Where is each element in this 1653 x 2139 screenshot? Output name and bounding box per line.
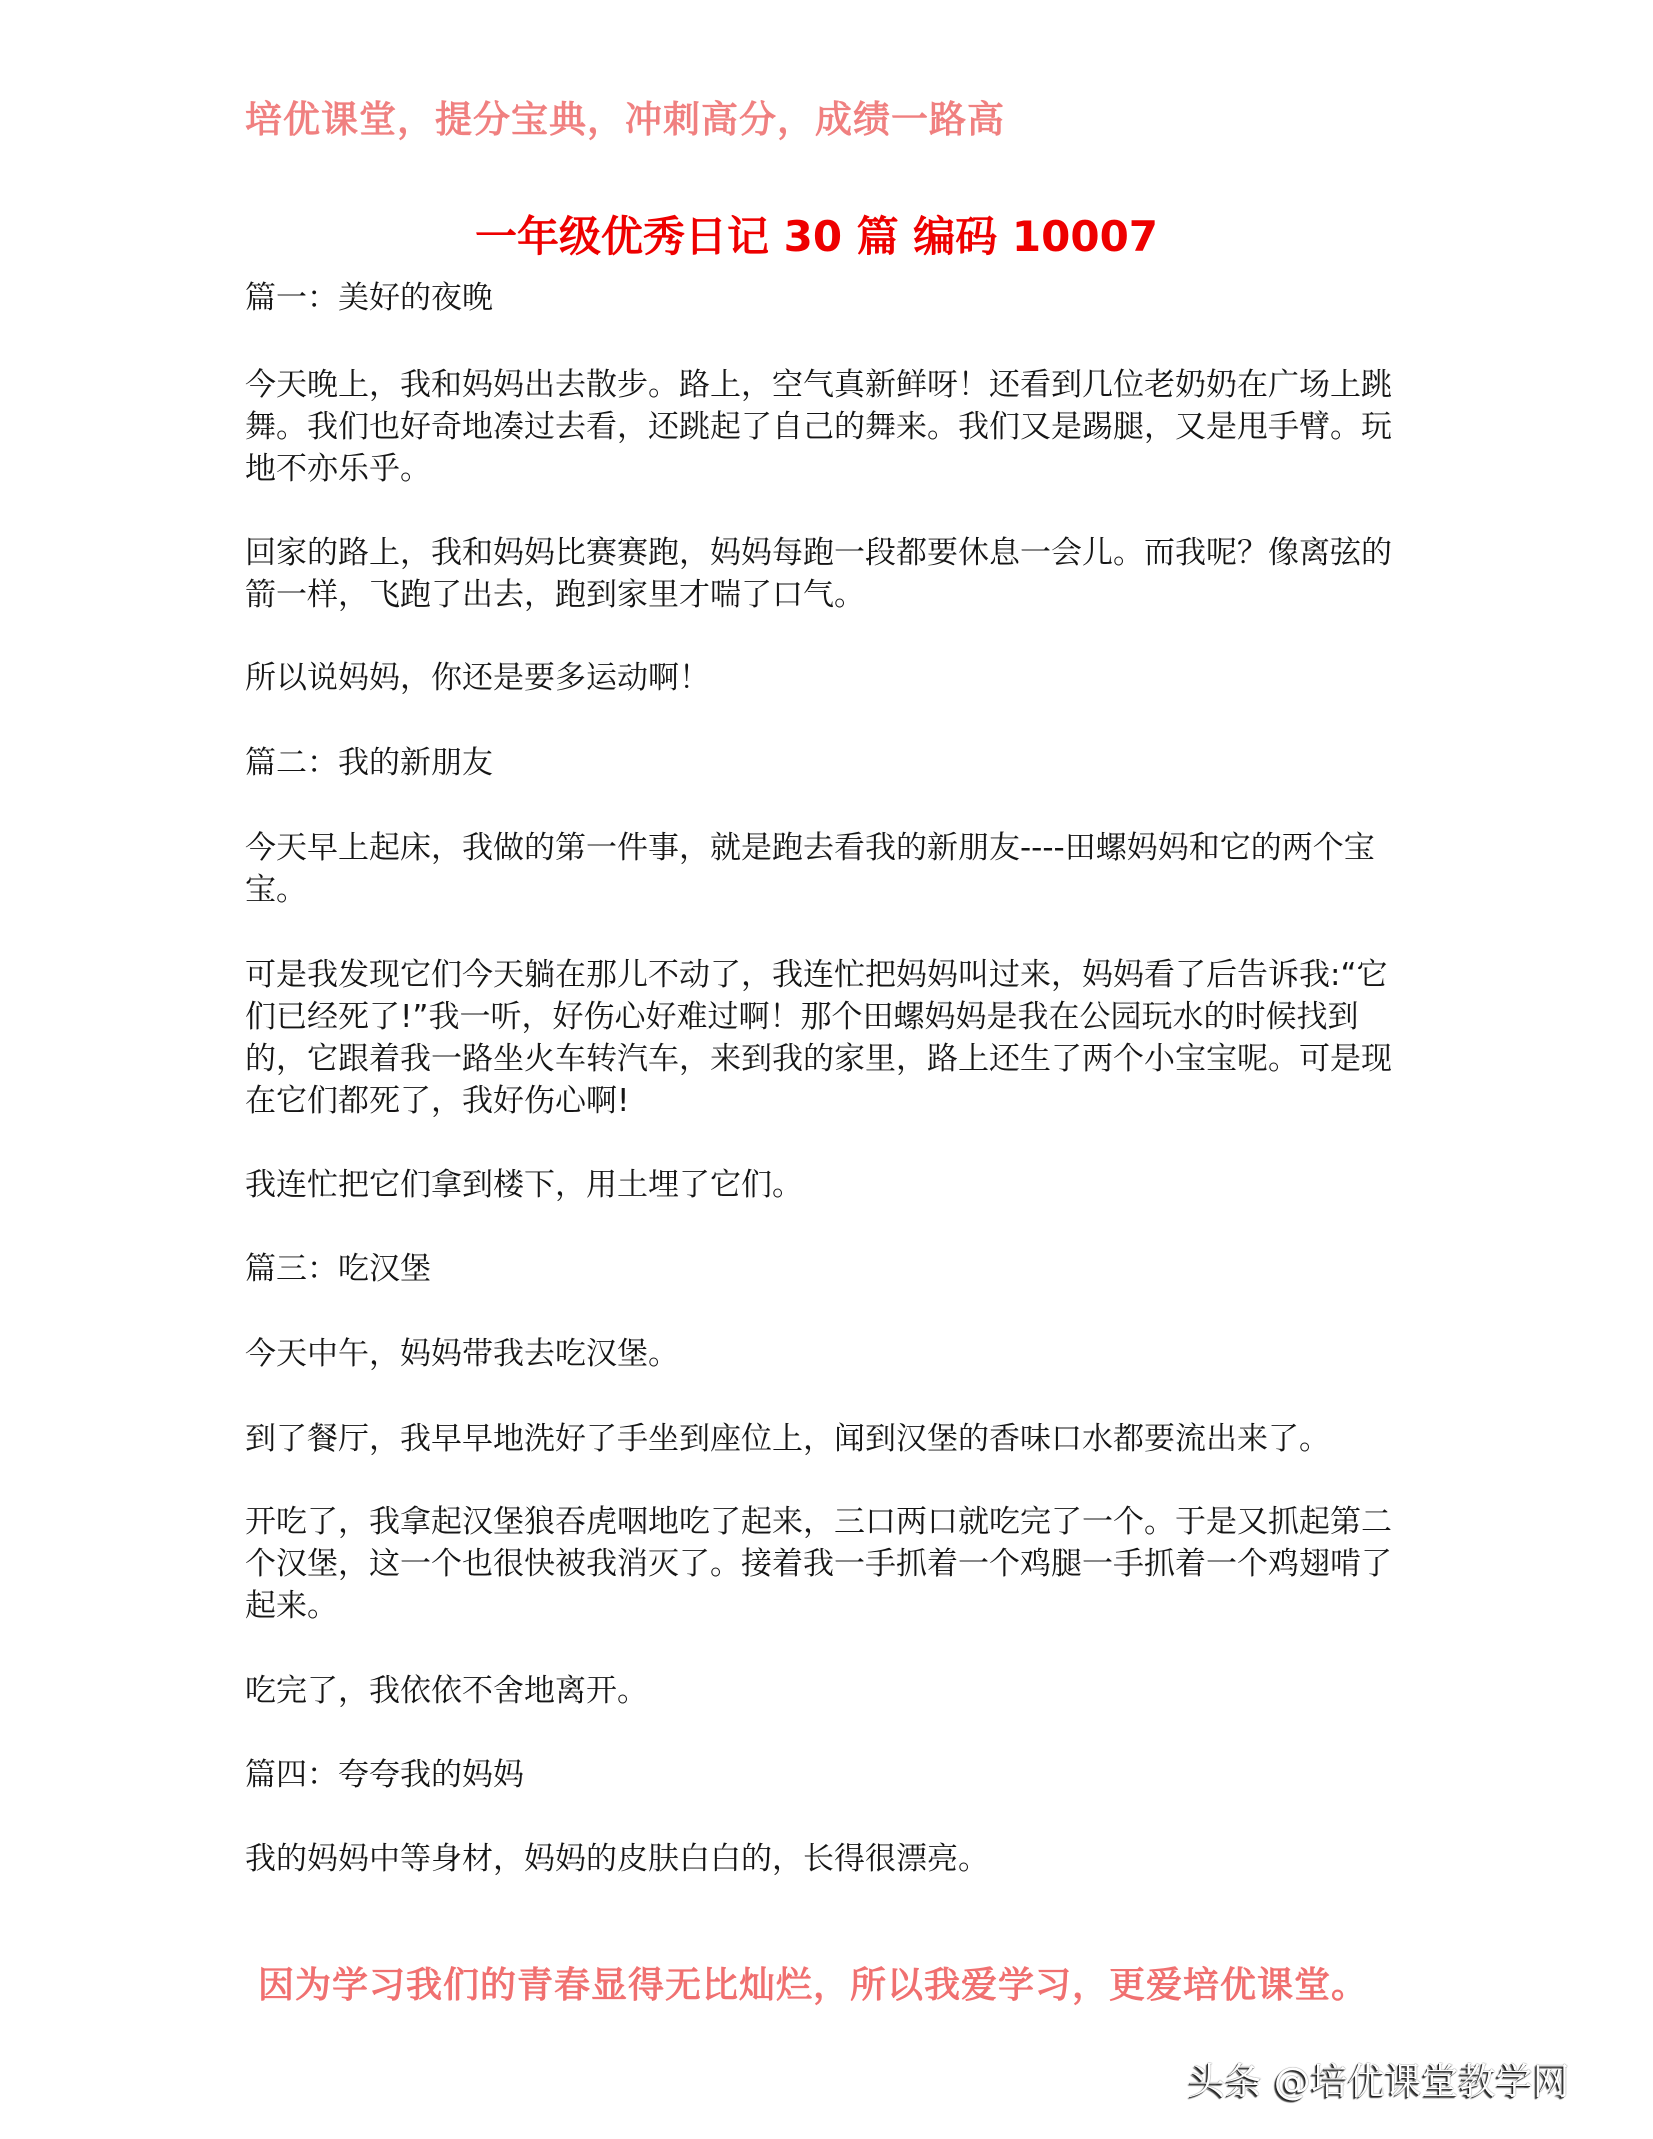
diary-3-paragraph-4: 吃完了，我依依不舍地离开。	[245, 1673, 648, 1709]
footer-motto: 因为学习我们的青春显得无比灿烂，所以我爱学习，更爱培优课堂。	[258, 1965, 1369, 2006]
diary-2-heading: 篇二：我的新朋友	[245, 745, 493, 781]
diary-3-paragraph-2: 到了餐厅，我早早地洗好了手坐到座位上，闻到汉堡的香味口水都要流出来了。	[245, 1421, 1330, 1457]
diary-1-heading: 篇一：美好的夜晚	[245, 280, 493, 316]
diary-2-paragraph-2: 可是我发现它们今天躺在那儿不动了，我连忙把妈妈叫过来，妈妈看了后告诉我:“它们已经死了!”我一听，好伤心好难过啊！那个田螺妈妈是我在公园玩水的时候找到的，它跟着我一路坐火车转汽车，来到我的家里，路上还生了两个小宝宝呢。可是现在它们都死了，我好伤心啊!	[245, 957, 1392, 1119]
diary-4-heading: 篇四：夸夸我的妈妈	[245, 1757, 524, 1793]
diary-2-paragraph-1: 今天早上起床，我做的第一件事，就是跑去看我的新朋友----田螺妈妈和它的两个宝宝。	[245, 830, 1375, 908]
diary-3-heading: 篇三：吃汉堡	[245, 1251, 431, 1287]
diary-3-paragraph-3: 开吃了，我拿起汉堡狼吞虎咽地吃了起来，三口两口就吃完了一个。于是又抓起第二个汉堡，这一个也很快被我消灭了。接着我一手抓着一个鸡腿一手抓着一个鸡翅啃了起来。	[245, 1504, 1392, 1624]
watermark: 头条 @培优课堂教学网	[1188, 2060, 1570, 2103]
diary-2-paragraph-3: 我连忙把它们拿到楼下，用土埋了它们。	[245, 1167, 803, 1203]
slogan-header: 培优课堂，提分宝典，冲刺高分，成绩一路高	[245, 98, 1005, 141]
diary-4-paragraph-1: 我的妈妈中等身材，妈妈的皮肤白白的，长得很漂亮。	[245, 1841, 989, 1877]
diary-1-paragraph-2: 回家的路上，我和妈妈比赛赛跑，妈妈每跑一段都要休息一会儿。而我呢？像离弦的箭一样，飞跑了出去，跑到家里才喘了口气。	[245, 535, 1392, 613]
diary-1-paragraph-3: 所以说妈妈，你还是要多运动啊！	[245, 660, 710, 696]
page-title: 一年级优秀日记 30 篇 编码 10007	[474, 212, 1159, 261]
diary-3-paragraph-1: 今天中午，妈妈带我去吃汉堡。	[245, 1336, 679, 1372]
diary-1-paragraph-1: 今天晚上，我和妈妈出去散步。路上，空气真新鲜呀！还看到几位老奶奶在广场上跳舞。我们也好奇地凑过去看，还跳起了自己的舞来。我们又是踢腿，又是甩手臂。玩地不亦乐乎。	[245, 367, 1392, 487]
